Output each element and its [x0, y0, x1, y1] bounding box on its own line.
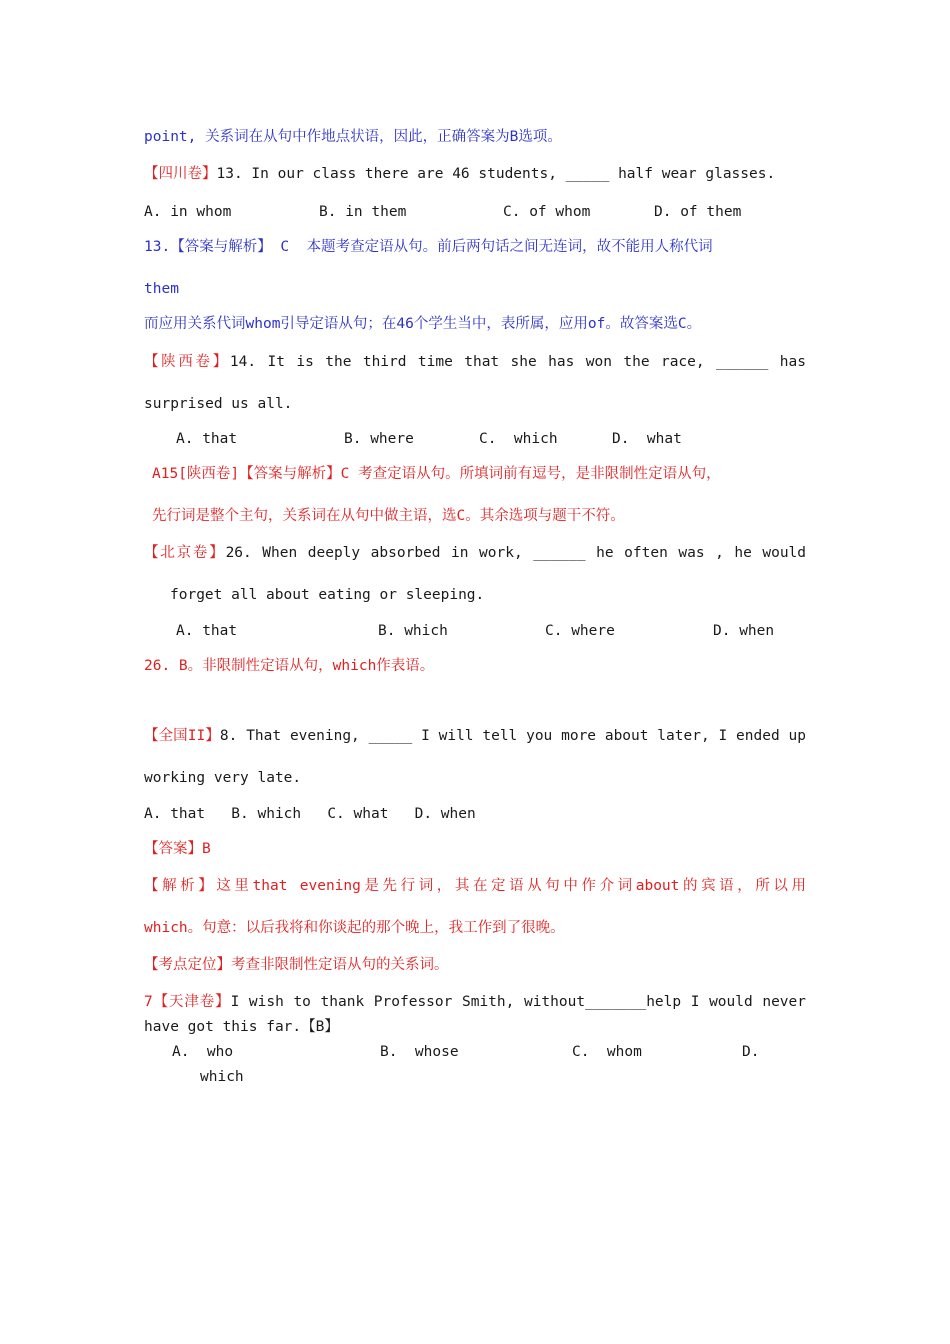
q26-answer: 26. B。非限制性定语从句，which作表语。	[144, 658, 435, 674]
q14-option-a: A. that	[176, 431, 238, 447]
q14-option-c: C. which	[479, 431, 558, 447]
q8-analysis-line1: 【解析】这里that evening是先行词，其在定语从句中作介词about的宾语，所以用	[144, 878, 806, 894]
q14-source: 【陕西卷】	[144, 354, 230, 370]
q14-analysis-line1: A15[陕西卷]【答案与解析】C 考查定语从句。所填词前有逗号，是非限制性定语从句，	[152, 466, 721, 482]
q7-stem-line1	[144, 992, 806, 1012]
q7-stem: I wish to thank Professor Smith, without_______help I would never	[230, 994, 806, 1010]
q8-source: 【全国II】	[144, 728, 220, 744]
q26-option-d: D. when	[713, 623, 775, 639]
q13-option-b: B. in them	[319, 204, 407, 220]
q8-analysis-line2: which。句意：以后我将和你谈起的那个晚上，我工作到了很晚。	[144, 920, 565, 936]
q14-stem: 14. It is the third time that she has won the race, ______ has	[229, 354, 806, 370]
q14-stem-line2: surprised us all.	[144, 396, 293, 412]
q13-analysis-line1: 13.【答案与解析】 C 本题考查定语从句。前后两句话之间无连词，故不能用人称代词	[144, 239, 713, 255]
q7-stem-line2: have got this far.【B】	[144, 1019, 339, 1035]
q13-stem: 13. In our class there are 46 students, _____ half wear glasses.	[216, 166, 776, 182]
q14-stem-line1	[144, 352, 806, 372]
q13-source: 【四川卷】	[144, 166, 217, 182]
q7-source: 7【天津卷】	[144, 994, 231, 1010]
q8-answer: 【答案】B	[144, 841, 211, 857]
q8-point: 【考点定位】考查非限制性定语从句的关系词。	[144, 957, 449, 973]
q26-option-a: A. that	[176, 623, 238, 639]
q13-stem-line	[144, 164, 775, 184]
q14-option-b: B. where	[344, 431, 414, 447]
q13-option-c: C. of whom	[503, 204, 591, 220]
q7-option-c: C. whom	[572, 1044, 642, 1060]
q7-option-b: B. whose	[380, 1044, 459, 1060]
q26-source: 【北京卷】	[144, 545, 226, 561]
q13-analysis-line2: them	[144, 281, 179, 297]
q8-stem-line1	[144, 726, 806, 746]
q7-option-d: D.	[742, 1044, 760, 1060]
q8-stem-line2: working very late.	[144, 770, 302, 786]
q14-option-d: D. what	[612, 431, 682, 447]
q8-stem: 8. That evening, _____ I will tell you more about later, I ended up	[219, 728, 806, 744]
q7-option-a: A. who	[172, 1044, 234, 1060]
q7-option-d-text: which	[200, 1069, 244, 1085]
q26-option-c: C. where	[545, 623, 615, 639]
q8-options: A. that B. which C. what D. when	[144, 806, 476, 822]
q14-analysis-line2: 先行词是整个主句，关系词在从句中做主语，选C。其余选项与题干不符。	[152, 508, 625, 524]
q26-stem-line2: forget all about eating or sleeping.	[170, 587, 485, 603]
q13-analysis-line3: 而应用关系代词whom引导定语从句；在46个学生当中，表所属，应用of。故答案选C。	[144, 316, 702, 332]
intro-text: point, 关系词在从句中作地点状语，因此，正确答案为B选项。	[144, 129, 562, 145]
q26-stem: 26. When deeply absorbed in work, ______ he often was , he would	[225, 545, 807, 561]
q26-stem-line1	[144, 543, 806, 563]
q13-option-a: A. in whom	[144, 204, 232, 220]
q13-option-d: D. of them	[654, 204, 742, 220]
q26-option-b: B. which	[378, 623, 448, 639]
